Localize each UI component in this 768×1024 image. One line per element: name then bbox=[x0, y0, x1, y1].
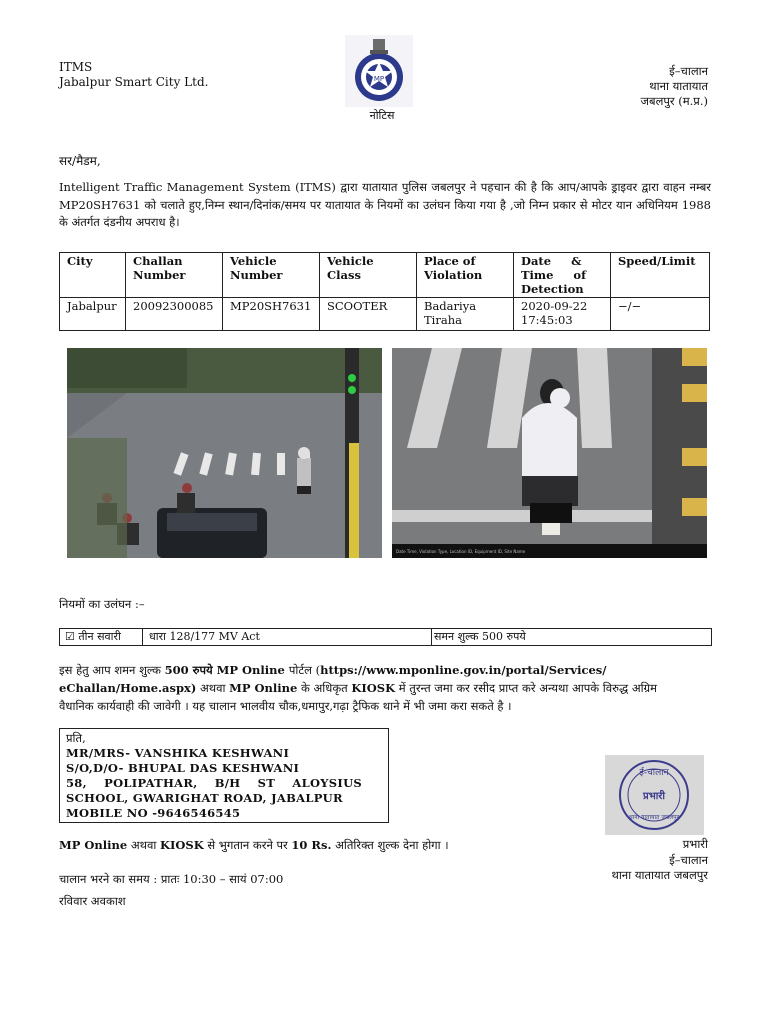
violation-row bbox=[59, 628, 712, 646]
official-stamp-icon bbox=[605, 755, 704, 835]
photo-caption: Date Time, Violation Type, Location ID, Equipment ID, Site Name bbox=[396, 549, 526, 554]
payment-timing: चालान भरने का समय : प्रातः 10:30 – सायं 07:00 bbox=[59, 872, 284, 886]
payment-line-3: वैधानिक कार्यवाही की जावेगी । यह चालान भालवीय चौक,धमापुर,गढ़ा ट्रैफिक थाने में भी जमा करा सकते है । bbox=[59, 699, 512, 713]
cell-datetime: 2020-09-22 17:45:03 bbox=[514, 298, 611, 331]
th-city: City bbox=[60, 253, 126, 298]
cell-challan: 20092300085 bbox=[126, 298, 223, 331]
th-datetime: Date & Time of Detection bbox=[514, 253, 611, 298]
cell-vehicle-number: MP20SH7631 bbox=[223, 298, 320, 331]
portal-link[interactable]: https://www.mponline.gov.in/portal/Services/ bbox=[320, 663, 607, 677]
payment-line-2: eChallan/Home.aspx) अथवा MP Online के अधिकृत KIOSK में तुरन्त जमा कर रसीद प्राप्त करे अन्यथा आपके विरुद्ध अग्रिम bbox=[59, 681, 658, 695]
office-line-1: ई–चालान bbox=[669, 64, 708, 78]
signatory-line-1: प्रभारी bbox=[682, 837, 708, 851]
th-challan: Challan Number bbox=[126, 253, 223, 298]
th-speed: Speed/Limit bbox=[611, 253, 710, 298]
office-block bbox=[641, 64, 709, 109]
violation-section: धारा 128/177 MV Act bbox=[143, 629, 432, 645]
office-line-2: थाना यातायात bbox=[649, 79, 708, 93]
recipient-address bbox=[59, 728, 389, 823]
cell-city: Jabalpur bbox=[60, 298, 126, 331]
signatory-block bbox=[611, 837, 708, 884]
th-vehicle-number: Vehicle Number bbox=[223, 253, 320, 298]
cell-vehicle-class: SCOOTER bbox=[320, 298, 417, 331]
address-line-4: SCHOOL, GWARIGHAT ROAD, JABALPUR bbox=[66, 791, 343, 805]
payment-line-1: इस हेतु आप शमन शुल्क 500 रुपये MP Online पोर्टल (https://www.mponline.gov.in/portal/Services/ bbox=[59, 663, 607, 677]
signatory-line-2: ई–चालान bbox=[669, 852, 708, 867]
address-line-5: MOBILE NO -9646546545 bbox=[66, 806, 241, 820]
issuer-block bbox=[59, 60, 208, 90]
issuer-line-1: ITMS bbox=[59, 60, 93, 74]
svg-text:थाना यातायात जबलपुर: थाना यातायात जबलपुर bbox=[628, 814, 680, 821]
surcharge-note: MP Online अथवा KIOSK से भुगतान करने पर 10 Rs. अतिरिक्त शुल्क देना होगा । bbox=[59, 838, 449, 852]
violation-heading: नियमों का उलंघन :– bbox=[59, 597, 145, 611]
svg-text:प्रभारी: प्रभारी bbox=[643, 791, 665, 802]
violation-photo-closeup bbox=[392, 348, 707, 558]
svg-text:MP: MP bbox=[373, 75, 385, 83]
address-line-2: S/O,D/O- BHUPAL DAS KESHWANI bbox=[66, 761, 300, 775]
table-row bbox=[60, 298, 710, 331]
th-place: Place of Violation bbox=[417, 253, 514, 298]
holiday-note: रविवार अवकाश bbox=[59, 894, 126, 908]
address-line-1: MR/MRS- VANSHIKA KESHWANI bbox=[66, 746, 290, 760]
svg-text:ई-चालान: ई-चालान bbox=[639, 768, 669, 778]
issuer-line-2: Jabalpur Smart City Ltd. bbox=[59, 75, 209, 89]
notice-title: नोटिस bbox=[369, 109, 395, 122]
salutation: सर/मैडम, bbox=[59, 154, 101, 168]
violation-photo-wide bbox=[67, 348, 382, 558]
th-vehicle-class: Vehicle Class bbox=[320, 253, 417, 298]
intro-paragraph: Intelligent Traffic Management System (ITMS) द्वारा यातायात पुलिस जबलपुर ने पहचान की है कि आप/आपके ड्राइवर द्वारा वाहन नम्बर MP20SH7631 को चलाते हुए,निम्न स्थान/दिनांक/समय पर यातायात के नियमों का उलंघन किया गया है ,जो निम्न प्रकार से मोटर यान अधिनियम 1988 के अंतर्गत दंडनीय अपराध है। bbox=[59, 180, 711, 229]
portal-link-cont[interactable]: eChallan/Home.aspx) bbox=[59, 681, 197, 695]
challan-table bbox=[59, 252, 710, 331]
cell-speed: −/− bbox=[611, 298, 710, 331]
cell-place: Badariya Tiraha bbox=[417, 298, 514, 331]
violation-fine: समन शुल्क 500 रुपये bbox=[434, 630, 526, 643]
police-emblem-icon bbox=[345, 35, 413, 107]
signatory-line-3: थाना यातायात जबलपुर bbox=[611, 868, 708, 882]
address-to: प्रति, bbox=[66, 731, 86, 745]
violation-rule: ☑ तीन सवारी bbox=[60, 629, 143, 645]
office-line-3: जबलपुर (म.प्र.) bbox=[640, 94, 708, 108]
table-header-row bbox=[60, 253, 710, 298]
payment-instructions bbox=[59, 661, 711, 715]
address-line-3: 58, POLIPATHAR, B/H ST ALOYSIUS bbox=[66, 776, 363, 790]
